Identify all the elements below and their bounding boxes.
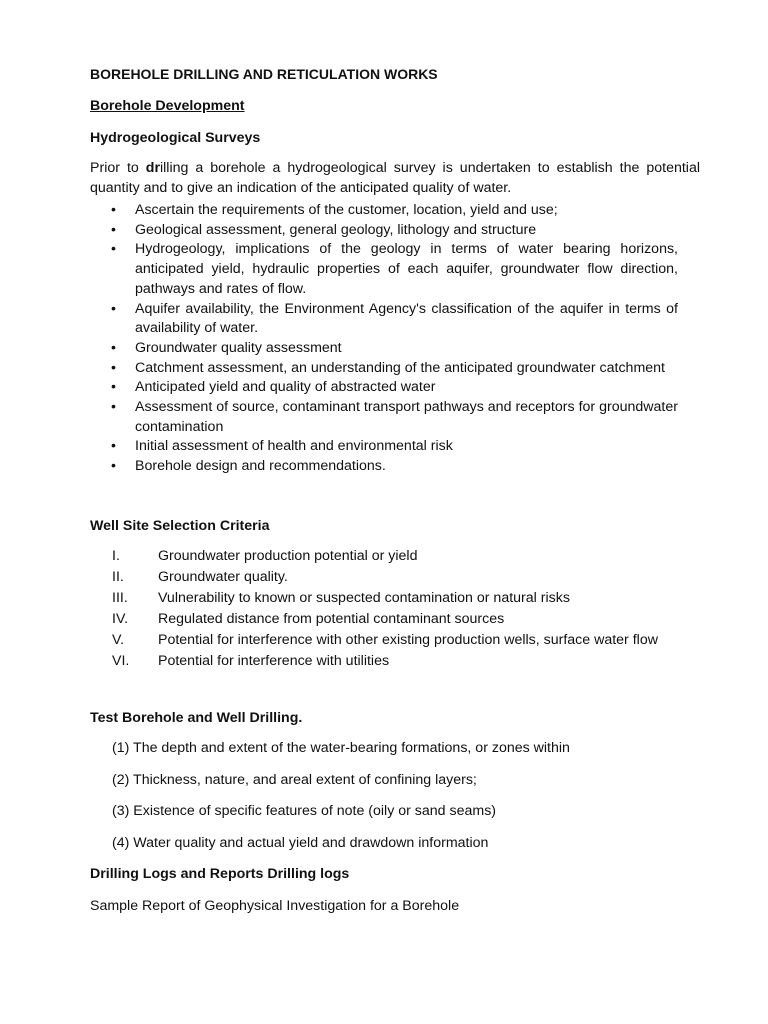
bullet-icon: • — [111, 221, 116, 238]
criteria-text: Potential for interference with utilities — [158, 653, 390, 669]
list-item — [90, 437, 678, 457]
bullet-icon: • — [111, 300, 116, 317]
bullet-icon: • — [111, 458, 116, 475]
intro-prefix: Prior to — [90, 160, 146, 176]
bullet-text: Assessment of source, contaminant transport pathways and receptors for groundwater contamination — [135, 399, 678, 435]
bullet-text: Borehole design and recommendations. — [135, 458, 386, 475]
criteria-list — [90, 546, 690, 672]
criteria-number: V. — [112, 632, 125, 648]
test-item: (4) Water quality and actual yield and drawdown information — [112, 835, 489, 851]
criteria-number: III. — [112, 590, 128, 606]
criteria-text: Regulated distance from potential contaminant sources — [158, 611, 505, 627]
test-item: (1) The depth and extent of the water-bearing formations, or zones within — [112, 740, 570, 756]
intro-bold: dr — [145, 160, 160, 176]
list-item — [90, 457, 678, 477]
intro-rest: illing a borehole a hydrogeological survey is undertaken to establish the potential quantity and to give an indication of the anticipated quality of water. — [90, 160, 700, 196]
criteria-text: Groundwater production potential or yield — [158, 548, 418, 564]
bullet-icon: • — [111, 241, 116, 258]
test-item: (3) Existence of specific features of note (oily or sand seams) — [112, 803, 497, 819]
logs-heading: Drilling Logs and Reports Drilling logs — [90, 866, 350, 882]
document-title: BOREHOLE DRILLING AND RETICULATION WORKS — [90, 66, 438, 82]
list-item — [90, 339, 678, 359]
list-item — [90, 567, 690, 588]
list-item — [90, 609, 690, 630]
bullet-text: Aquifer availability, the Environment Agency's classification of the aquifer in terms of availability of water. — [135, 300, 678, 337]
criteria-number: VI. — [112, 653, 130, 669]
test-drilling-heading: Test Borehole and Well Drilling. — [90, 710, 303, 726]
list-item — [90, 630, 690, 651]
list-item — [90, 398, 678, 437]
criteria-text: Vulnerability to known or suspected contamination or natural risks — [158, 590, 570, 606]
bullet-icon: • — [111, 202, 116, 218]
bullet-text: Anticipated yield and quality of abstracted water — [135, 379, 436, 396]
criteria-text: Potential for interference with other existing production wells, surface water flow — [158, 632, 658, 648]
sample-report-line: Sample Report of Geophysical Investigation for a Borehole — [90, 898, 460, 914]
bullet-icon: • — [111, 399, 116, 416]
bullet-text: Geological assessment, general geology, lithology and structure — [135, 221, 537, 238]
bullet-text: Ascertain the requirements of the customer, location, yield and use; — [135, 202, 558, 218]
site-selection-heading: Well Site Selection Criteria — [90, 518, 270, 534]
bullet-text: Initial assessment of health and environmental risk — [135, 438, 453, 455]
bullet-icon: • — [111, 379, 116, 396]
test-item: (2) Thickness, nature, and areal extent of confining layers; — [112, 772, 477, 788]
list-item — [90, 300, 678, 339]
list-item — [90, 546, 690, 567]
criteria-number: IV. — [112, 611, 129, 627]
bullet-icon: • — [111, 359, 116, 376]
criteria-number: II. — [112, 569, 124, 585]
bullet-text: Groundwater quality assessment — [135, 339, 342, 356]
bullet-text: Catchment assessment, an understanding of the anticipated groundwater catchment — [135, 359, 665, 376]
list-item — [90, 201, 678, 221]
list-item — [90, 359, 678, 379]
intro-paragraph — [90, 158, 700, 198]
section-title: Borehole Development — [90, 98, 245, 114]
survey-bullet-list — [90, 201, 678, 477]
survey-heading: Hydrogeological Surveys — [90, 130, 261, 146]
list-item — [90, 221, 678, 241]
criteria-text: Groundwater quality. — [158, 569, 288, 585]
list-item — [90, 651, 690, 672]
list-item — [90, 240, 678, 299]
list-item — [90, 378, 678, 398]
bullet-icon: • — [111, 438, 116, 455]
criteria-number: I. — [112, 548, 120, 564]
bullet-icon: • — [111, 339, 116, 356]
bullet-text: Hydrogeology, implications of the geology in terms of water bearing horizons, anticipated yield, hydraulic properties of each aquifer, groundwater flow direction, pathways and rates of flow. — [135, 241, 678, 297]
list-item — [90, 588, 690, 609]
